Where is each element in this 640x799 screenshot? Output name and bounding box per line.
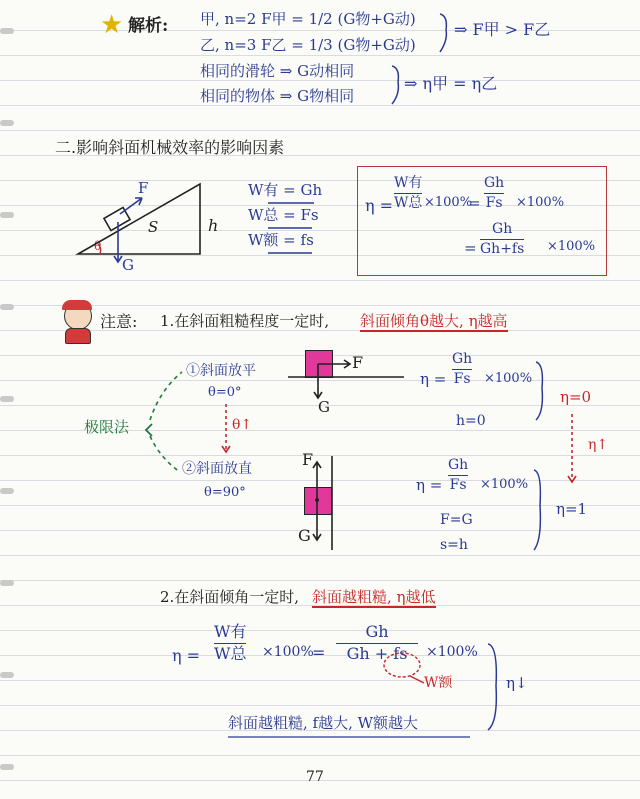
limit-method-label: 极限法 (84, 418, 130, 436)
analysis-line-pulley: 相同的滑轮 ⇒ G动相同 (200, 62, 355, 80)
box-num-w-useful: W有 (394, 175, 423, 191)
case1-pct: ×100% (484, 371, 533, 386)
point2-num-gh: Gh (365, 622, 389, 641)
vertical-force-F: F (302, 450, 314, 469)
case2-den: Fs (449, 476, 467, 493)
box-pct1: ×100% (424, 195, 473, 210)
case2-num: Gh (448, 457, 469, 473)
eta-zero: η=0 (560, 388, 592, 406)
horizontal-G-arrow (314, 364, 322, 398)
theta-increase: θ↑ (232, 417, 253, 433)
case2-pct: ×100% (480, 477, 529, 492)
limit-branch-bottom (150, 436, 180, 472)
incline-label-S: S (148, 218, 159, 236)
limit-branch-top (150, 372, 182, 420)
incline-triangle (78, 184, 200, 254)
incline-label-theta: θ (94, 239, 102, 253)
point2-den-gh-part: Gh + (346, 643, 389, 663)
case2-s-eq-h: s=h (440, 537, 468, 553)
formula-w-useful: W有 = Gh (248, 181, 323, 199)
analysis-result-efficiency: ⇒ η甲 = η乙 (404, 74, 498, 93)
star-icon: ★ (100, 10, 124, 40)
point2-eta: η = (172, 646, 201, 665)
analysis-result-force: ⇒ F甲 > F乙 (454, 20, 551, 39)
point2-den-w-total: W总 (214, 643, 247, 663)
box-eq1: = (468, 194, 481, 212)
case1-title: ①斜面放平 (186, 363, 256, 379)
analysis-line-jia: 甲, n=2 F甲 = 1/2 (G物+G动) (200, 10, 416, 28)
box-den-fs: Fs (485, 194, 503, 211)
case1-eta: η = (420, 370, 447, 388)
incline-label-F: F (138, 179, 149, 197)
brace-analysis-top (440, 14, 446, 52)
vertical-F-arrow (313, 462, 321, 500)
box-num-gh: Gh (484, 175, 505, 191)
case1-h-zero: h=0 (456, 413, 486, 429)
incline-label-G: G (122, 256, 134, 274)
vertical-force-G: G (298, 526, 311, 545)
box-pct2: ×100% (516, 195, 565, 210)
horizontal-F-arrow (318, 360, 350, 368)
point2-pct1: ×100% (262, 644, 314, 660)
point2-den-fs-part: fs (393, 643, 408, 663)
eta-increase: η↑ (588, 437, 609, 453)
eta-one: η=1 (556, 500, 588, 518)
box-den-w-total: W总 (394, 194, 423, 211)
horizontal-force-F: F (352, 353, 364, 372)
brace-point2 (488, 644, 496, 730)
formula-w-extra: W额 = fs (248, 231, 314, 249)
analysis-label: 解析: (128, 16, 169, 36)
point2-conclusion: 斜面越粗糙, f越大, W额越大 (228, 714, 419, 732)
incline-label-h: h (208, 216, 219, 235)
note-label: 注意: (100, 312, 138, 331)
box-den-ghfs: Gh+fs (480, 240, 525, 257)
brace-analysis-bottom (392, 66, 398, 104)
brace-case2 (534, 470, 540, 550)
incline-angle-arc (98, 244, 101, 254)
case1-den: Fs (453, 370, 471, 387)
section-title: 二.影响斜面机械效率的影响因素 (55, 138, 285, 157)
case2-eta: η = (416, 476, 443, 494)
box-eq2: = (464, 239, 477, 257)
point2-eta-decrease: η↓ (506, 674, 528, 692)
note-point1-highlight: 斜面倾角θ越大, η越高 (360, 312, 508, 330)
point2-eq: = (312, 643, 326, 662)
case1-num: Gh (452, 351, 473, 367)
vertical-G-arrow (313, 500, 321, 540)
case2-F-eq-G: F=G (440, 512, 473, 528)
point2-prefix: 2.在斜面倾角一定时, (160, 588, 300, 606)
point2-pct2: ×100% (426, 644, 478, 660)
fs-highlight-circle (384, 653, 420, 677)
note-point1-prefix: 1.在斜面粗糙程度一定时, (160, 312, 330, 330)
point2-highlight: 斜面越粗糙, η越低 (312, 588, 436, 606)
analysis-line-object: 相同的物体 ⇒ G物相同 (200, 87, 355, 105)
point2-num-w-useful: W有 (214, 622, 247, 641)
page-number: 77 (306, 769, 324, 785)
box-pct3: ×100% (547, 239, 596, 254)
box-eta: η = (365, 196, 394, 215)
point2-w-extra-label: W额 (424, 675, 453, 691)
case2-title: ②斜面放直 (182, 461, 252, 477)
case1-angle: θ=0° (208, 385, 242, 400)
formula-w-total: W总 = Fs (248, 206, 319, 224)
case2-angle: θ=90° (204, 485, 246, 500)
horizontal-force-G: G (318, 398, 330, 416)
analysis-line-yi: 乙, n=3 F乙 = 1/3 (G物+G动) (200, 36, 416, 54)
incline-force-arrow (120, 198, 142, 214)
box-num-gh2: Gh (492, 221, 513, 237)
brace-case1 (536, 362, 542, 420)
